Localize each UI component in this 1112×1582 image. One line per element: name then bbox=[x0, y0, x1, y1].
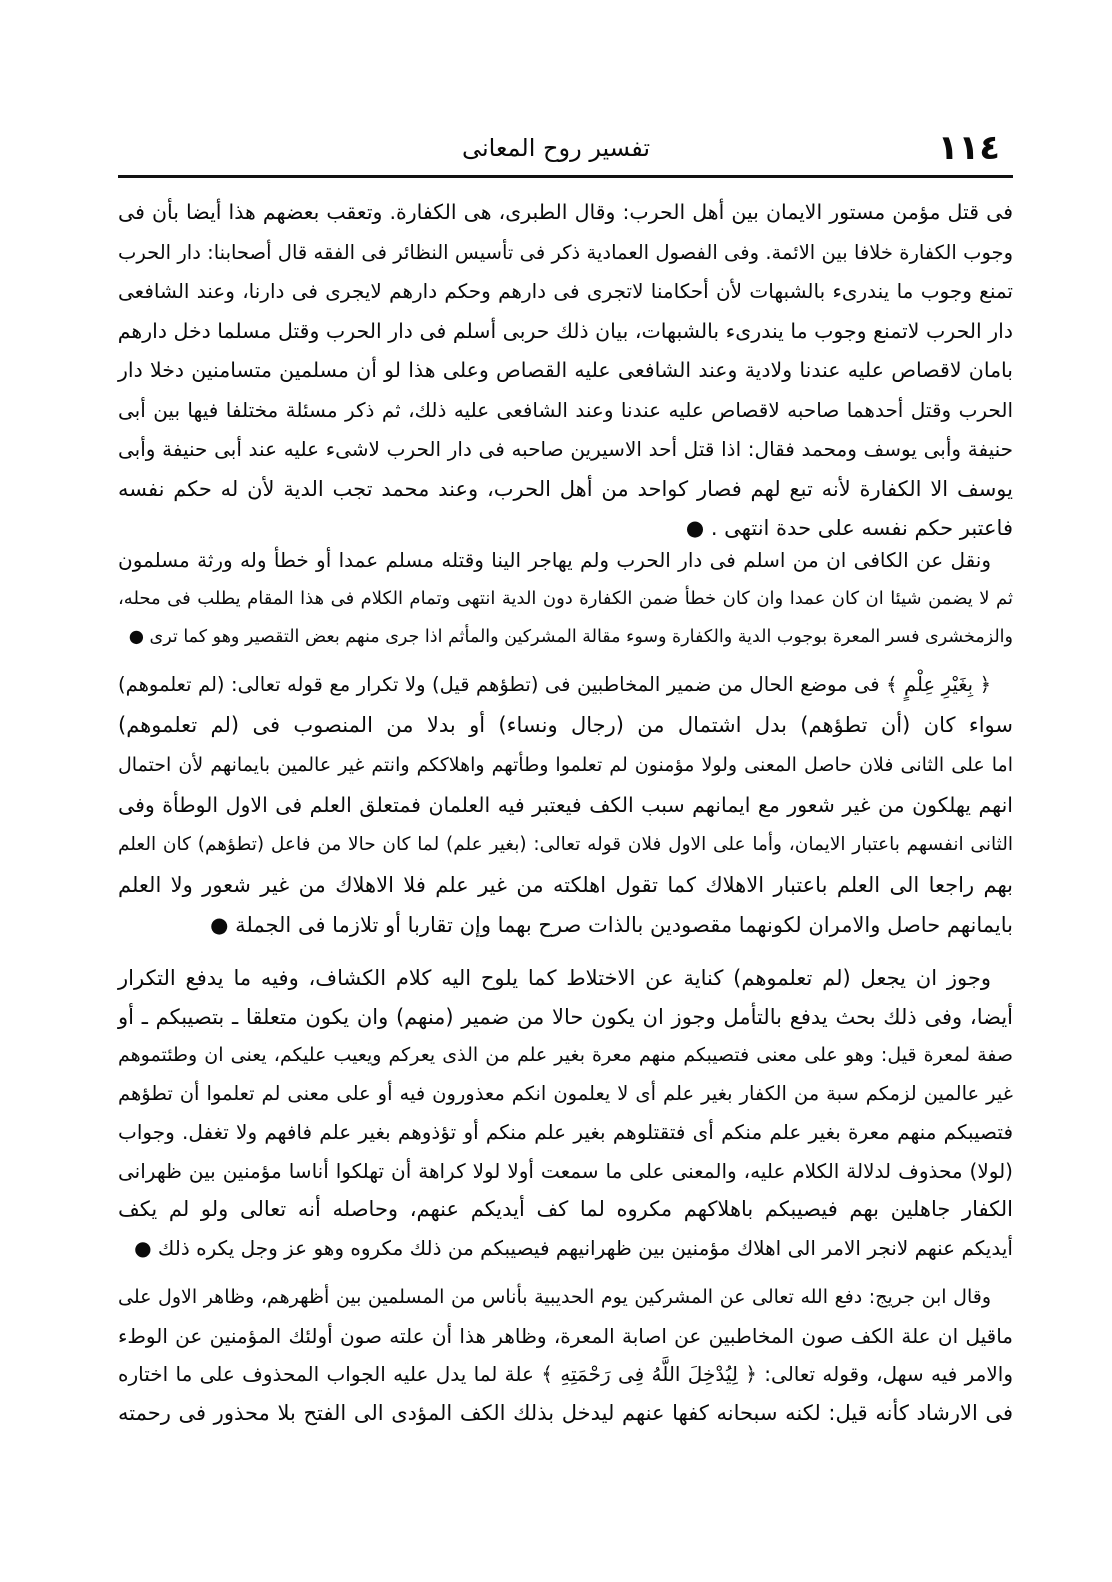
text-line: وقال ابن جريج: دفع الله تعالى عن المشركين يوم الحديبية بأناس من المسلمين بين أظهرهم، وظاهر الاول على bbox=[118, 1286, 991, 1308]
text-line: ثم لا يضمن شيئا ان كان عمدا وان كان خطأ ضمن الكفارة دون الدية انتهى وتمام الكلام فى هذا المقام يطلب فى محله، bbox=[118, 587, 1013, 609]
text-line: بهم راجعا الى العلم باعتبار الاهلاك كما تقول اهلكته من غير علم فلا الاهلاك من غير شعور ولا العلم bbox=[118, 873, 1013, 897]
text-line: أيديكم عنهم لانجر الامر الى اهلاك مؤمنين بين ظهرانيهم فيصيبكم من ذلك مكروه وهو عز وجل يكره ذلك ● bbox=[134, 1235, 1013, 1260]
text-line: الحرب وقتل أحدهما صاحبه لاقصاص عليه عندنا وعند الشافعى عليه ذلك، ثم ذكر مسئلة مختلفا فيها بين أبى bbox=[118, 397, 1013, 422]
text-line: وجوز ان يجعل (لم تعلموهم) كناية عن الاختلاط كما يلوح اليه كلام الكشاف، وفيه ما يدفع التكرار bbox=[118, 966, 991, 990]
running-title: تفسير روح المعانى bbox=[461, 134, 651, 162]
text-line: ماقيل ان علة الكف صون المخاطبين عن اصابة المعرة، وظاهر هذا أن علته صون أولئك المؤمنين عن الوطء bbox=[118, 1323, 1013, 1348]
paragraph bbox=[118, 541, 1013, 657]
text-line: دار الحرب لاتمنع وجوب ما يندرىء بالشبهات، بيان ذلك حربى أسلم فى دار الحرب وقتل مسلما دخل دارهم bbox=[117, 318, 1013, 343]
text-line: فاعتبر حكم نفسه على حدة انتهى . ● bbox=[685, 516, 1013, 540]
text-line: والزمخشرى فسر المعرة بوجوب الدية والكفارة وسوء مقالة المشركين والمأثم اذا جرى منهم بعض التقصير وهو كما ترى ● bbox=[128, 627, 1013, 647]
text-line: والامر فيه سهل، وقوله تعالى: ﴿ لِيُدْخِلَ اللَّهُ فِى رَحْمَتِهِ ﴾ علة لما يدل عليه الجواب المحذوف على ما اختاره bbox=[118, 1362, 1013, 1386]
text-line: فى قتل مؤمن مستور الايمان بين أهل الحرب: وقال الطبرى، هى الكفارة. وتعقب بعضهم هذا أيضا بأن فى bbox=[118, 200, 1013, 224]
paragraph bbox=[118, 665, 1013, 945]
text-line: أيضا، وفى ذلك بحث يدفع بالتأمل وجوز ان يكون حالا من ضمير (منهم) وان يكون متعلقا ـ بتصيبكم ـ أو bbox=[118, 1004, 1013, 1029]
text-line: ﴿ بِغَيْرِ عِلْمٍ ﴾ فى موضع الحال من ضمير المخاطبين فى (تطؤهم قيل) ولا تكرار مع قوله تعالى: (لم تعلموهم) bbox=[118, 673, 991, 696]
paragraph bbox=[118, 1278, 1013, 1432]
text-line: الثانى انفسهم باعتبار الايمان، وأما على الاول فلان قوله تعالى: (بغير علم) لما كان حالا من فاعل (تطؤهم) كان العلم bbox=[118, 834, 1013, 855]
text-line: (لولا) محذوف لدلالة الكلام عليه، والمعنى على ما سمعت أولا لولا كراهة أن تهلكوا أناسا مؤمنين بين ظهرانى bbox=[118, 1158, 1013, 1183]
paragraph bbox=[118, 193, 1013, 549]
page-number: ١١٤ bbox=[937, 128, 1000, 168]
text-line: وجوب الكفارة خلافا بين الائمة. وفى الفصول العمادية ذكر فى تأسيس النظائر فى الفقه قال أصحابنا: دار الحرب bbox=[118, 240, 1013, 264]
text-line: فتصيبكم منهم معرة بغير علم منكم أى فتقتلوهم بغير علم منكم أو تؤذوهم بغير علم فافهم ولا تغفل. وجواب bbox=[118, 1120, 1013, 1144]
text-line: بامان لاقصاص عليه عندنا ولادية وعند الشافعى عليه القصاص وعلى هذا لو أن مسلمين متسامنين دخلا دار bbox=[118, 358, 1013, 382]
text-line: اما على الثانى فلان حاصل المعنى ولولا مؤمنون لم تعلموا وطأتهم واهلاككم وانتم غير عالمين بايمانهم لأن احتمال bbox=[118, 754, 1013, 776]
text-line: بايمانهم حاصل والامران لكونهما مقصودين بالذات صرح بهما وإن تقاربا أو تلازما فى الجملة ● bbox=[210, 913, 1013, 937]
text-line: تمنع وجوب ما يندرىء بالشبهات لأن أحكامنا لاتجرى فى دارهم وحكم دارهم لايجرى فى دارنا، وعند الشافعى bbox=[118, 279, 1013, 303]
text-line: انهم يهلكون من غير شعور مع ايمانهم سبب الكف فيعتبر فيه العلمان فمتعلق العلم فى الاول الوطأة وفى bbox=[118, 793, 1013, 817]
text-line: سواء كان (أن تطؤهم) بدل اشتمال من (رجال ونساء) أو بدلا من المنصوب فى (لم تعلموهم) bbox=[118, 713, 1013, 737]
header-rule bbox=[118, 175, 1013, 178]
paragraph bbox=[118, 959, 1013, 1267]
text-line: صفة لمعرة قيل: وهو على معنى فتصيبكم منهم معرة بغير علم من الذى يعركم ويعيب عليكم، يعنى ان وطئتموهم bbox=[118, 1044, 1013, 1066]
text-line: غير عالمين لزمكم سبة من الكفار بغير علم أى لا يعلمون انكم معذورون فيه أو على معنى لم تعلموا أن تطؤهم bbox=[118, 1081, 1013, 1105]
text-line: فى الارشاد كأنه قيل: لكنه سبحانه كفها عنهم ليدخل بذلك الكف المؤدى الى الفتح بلا محذور فى رحمته bbox=[118, 1400, 1013, 1425]
text-line: حنيفة وأبى يوسف ومحمد فقال: اذا قتل أحد الاسيرين صاحبه فى دار الحرب لاشىء عليه عند أبى حنيفة وأبى bbox=[118, 437, 1013, 461]
text-line: يوسف الا الكفارة لأنه تبع لهم فصار كواحد من أهل الحرب، وعند محمد تجب الدية لأن له حكم نفسه bbox=[118, 476, 1013, 501]
text-line: ونقل عن الكافى ان من اسلم فى دار الحرب ولم يهاجر الينا وقتله مسلم عمدا أو خطأ وله ورثة مسلمون bbox=[118, 548, 991, 572]
text-line: الكفار جاهلين بهم فيصيبكم باهلاكهم مكروه لما كف أيديكم عنهم، وحاصله أنه تعالى ولو لم يكف bbox=[118, 1197, 1013, 1221]
